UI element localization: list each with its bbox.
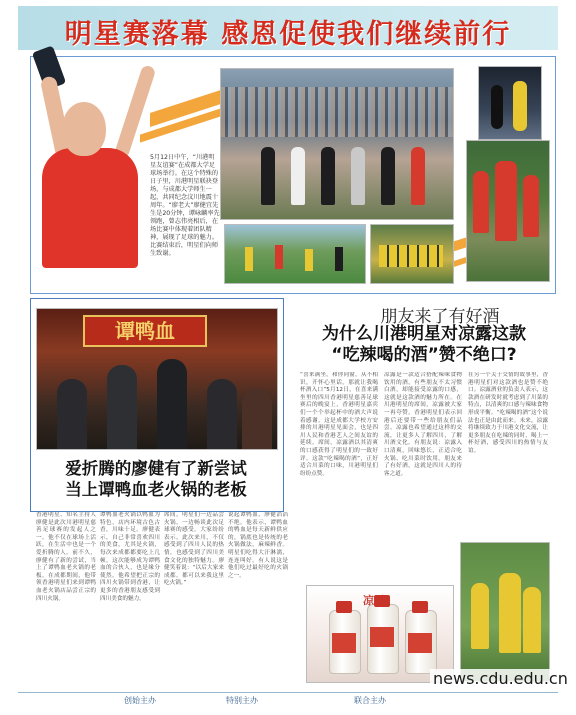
- raised-arm: [114, 64, 157, 160]
- player-figure: [321, 147, 335, 205]
- person-figure: [242, 389, 272, 449]
- team-group-photo: [370, 224, 454, 284]
- footer-sponsor-label: 创始主办: [124, 696, 156, 705]
- footer-sponsor-label: 特别主办: [226, 696, 258, 705]
- player-figure: [261, 147, 275, 205]
- player-figure: [381, 147, 395, 205]
- article-headline: [36, 458, 276, 500]
- crowd: [221, 87, 453, 137]
- headline-line: 当上谭鸭血老火锅的老板: [65, 480, 247, 499]
- player-figure: [523, 587, 541, 653]
- stadium-walkout-photo: [220, 68, 454, 220]
- player-figure: [523, 175, 539, 237]
- bottle-cap: [412, 601, 428, 613]
- player-figure: [513, 81, 527, 131]
- person-figure: [207, 379, 237, 449]
- article-body-column: 席间，明星们一边品尝火锅，一边畅谈此次足球赛的感受。大家纷纷表示，此次来川，不仅感受到了四川人民的热情，也感受到了四川美食文化的独特魅力。廖健笑着说：“以后大家来成都，都可以来我这里吃火锅。”: [164, 512, 224, 587]
- player-figure: [491, 85, 503, 129]
- player-figure: [495, 161, 517, 241]
- article-kicker: 朋友来了有好酒: [380, 307, 500, 327]
- article-body-column: 在另一个关于交情的故事里，香港明星们对这款酒也是赞不绝口。凉露酒业的负责人表示，这款酒在研发时就考虑到了川菜的特点，以清爽的口感与辣味食物形成平衡。“吃辣喝的酒”这个说法也正是由此而来。未来，凉露将继续致力于川港文化交流，让更多朋友在吃辣的同时，喝上一杯好酒，感受四川的热情与友谊。: [468, 372, 548, 454]
- tunnel-photo: [478, 66, 542, 140]
- player-figure: [499, 573, 521, 653]
- photo-caption: 5月12日中午，“川港明星友谊赛”在成都大学足球场举行。在这个特殊的日子里，川港明星联袂登场，与成都大学师生一起，共同纪念汶川地震十周年。“廖老大”廖健宜先生是20分钟，谭咏麟率先领跑，曾志伟亮相后，在场比赛中体现着团队精神，展现了足球的魅力。比赛结束后，明星们向师生致谢。: [150, 154, 220, 257]
- player-figure: [291, 147, 305, 205]
- bottle: [367, 604, 399, 674]
- player-figure: [411, 147, 425, 205]
- match-field-photo: [224, 224, 366, 284]
- bottle-cap: [336, 601, 352, 613]
- man-cheering-photo: [40, 48, 160, 268]
- player-figure: [473, 171, 489, 233]
- player-figure: [245, 247, 253, 271]
- article-body-column: 说起谭鸭血，廖健滔滔不绝。他表示，谭鸭血的鸭血是每天新鲜供应的，锅底也是传统的老火锅做法，麻辣鲜香。明星们吃得大汗淋漓，连连叫好。有人说这是他们吃过最好吃的火锅之一。: [228, 512, 288, 579]
- article-body-column: 凉露是一款适合搭配辣味食物饮用的酒，有些朋友不太习惯白酒，却能接受凉露的口感，这就是这款酒的魅力所在。在川港明星的席间，凉露被大家一再夸赞，香港明星们表示回港后还要带一些给朋友们品尝。凉露也希望通过这样的交流，让更多人了解四川，了解川酒文化。有朋友说：凉露入口清爽，回味悠长，正适合吃火锅、吃川菜时饮用。朋友来了有好酒，这就是四川人的待客之道。: [384, 372, 462, 477]
- banner-title: 明星赛落幕 感恩促使我们继续前行: [64, 19, 512, 50]
- headline-line: “吃辣喝的酒”赞不绝口?: [331, 345, 517, 365]
- team-players-photo: [466, 140, 550, 282]
- bottle: [405, 610, 437, 674]
- yellow-jersey-players-photo: [460, 542, 550, 682]
- player-figure: [305, 249, 313, 271]
- person-figure: [107, 365, 137, 449]
- footer: [18, 692, 558, 711]
- article-body-column: 谭鸭血老火锅以鸭血为特色，店内环境古色古香，川味十足。廖健表示，自己非常喜欢四川的美食，尤其是火锅，每次来成都都要吃上几顿。这次能够成为谭鸭血的合伙人，也是缘分使然。他希望把正宗的四川火锅带到香港，让更多的香港朋友感受到四川美食的魅力。: [100, 512, 160, 602]
- player-figure: [335, 247, 343, 271]
- bottle-label: [408, 633, 432, 653]
- article-body-column: “喜来满坐，和你同窗，从不相识，开怀心里话。那就让我喝杯酒入口”5月12日，在喜来满坐里的四川香港明星慈善足球赛后的晚宴上，香港明星嘉宾们一个个举起杯中的酒大声说着感谢。这是成都大学校方安排的川港明星见面会，也是四川人民和香港艺人之间友谊的延续。席间，凉露酒以其清爽的口感获得了明星们的一致好评。这款“吃辣喝的酒”，正好适合川菜的口味，川港明星们纷纷点赞。: [300, 372, 378, 477]
- team-row: [379, 245, 443, 267]
- head: [62, 102, 106, 156]
- site-watermark: news.cdu.edu.cn: [430, 669, 571, 688]
- banner: [18, 6, 558, 50]
- restaurant-photo: [36, 308, 278, 450]
- restaurant-sign: 谭鸭血: [83, 315, 207, 347]
- person-figure: [57, 379, 87, 449]
- player-figure: [275, 245, 283, 269]
- red-jersey: [42, 148, 138, 268]
- article-headline: [300, 324, 548, 366]
- player-figure: [471, 583, 489, 649]
- bottle-label: [370, 627, 394, 647]
- headline-line: 为什么川港明星对凉露这款: [322, 324, 526, 344]
- footer-sponsor-label: 联合主办: [354, 696, 386, 705]
- bottle: [329, 610, 361, 674]
- bottle-label: [332, 633, 356, 653]
- article-body-column: 香港明星、知名主持人廖健是此次川港明星慈善足球赛的发起人之一。他不仅在球场上活跃，在生活中也是一个爱折腾的人。前不久，廖健有了新的尝试，当上了谭鸭血老火锅的老板。在成都期间，他带领香港明星们来到谭鸭血老火锅店品尝正宗的四川火锅。: [36, 512, 96, 602]
- player-figure: [351, 147, 365, 205]
- bottle-brand-text: 凉露: [363, 594, 385, 607]
- person-figure: [157, 359, 187, 449]
- headline-line: 爱折腾的廖健有了新尝试: [65, 459, 247, 478]
